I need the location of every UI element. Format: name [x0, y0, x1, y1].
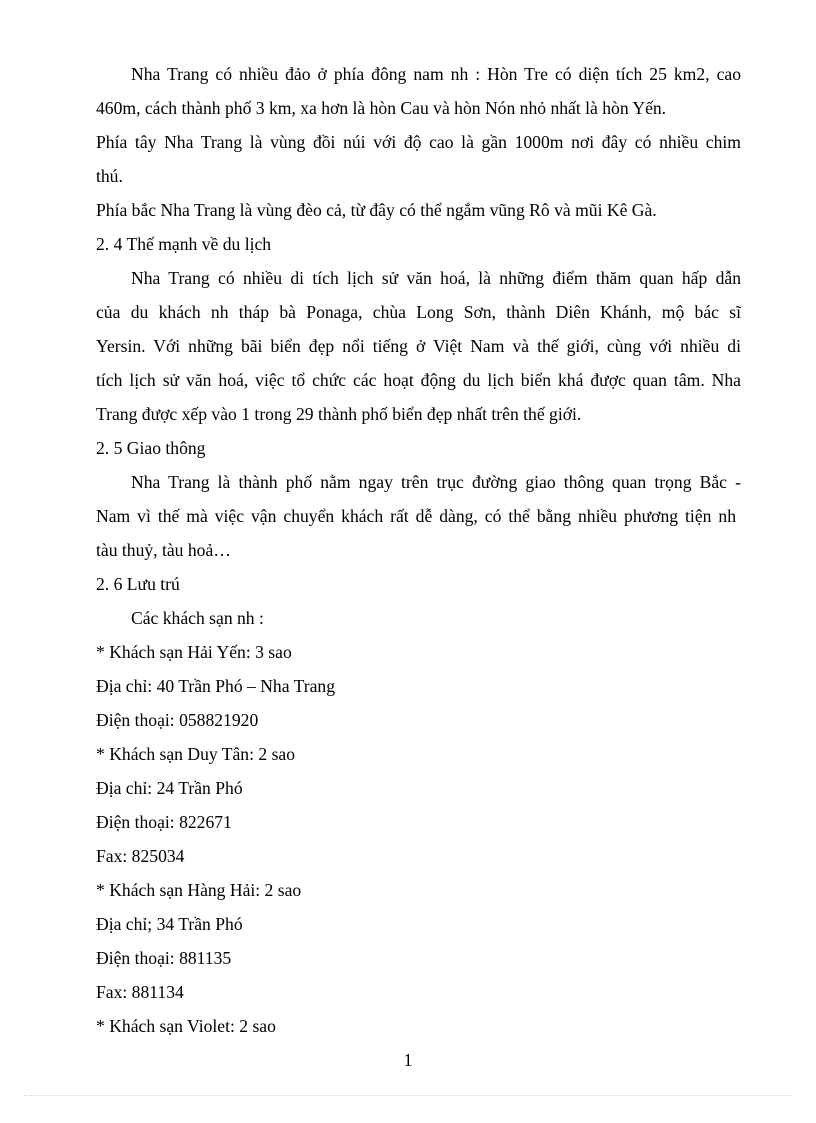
- footer-divider: [24, 1095, 792, 1096]
- list-item: * Khách sạn Violet: 2 sao: [96, 1016, 276, 1036]
- paragraph-line: Yersin. Với những bãi biển đẹp nổi tiếng ở Việt Nam và thế giới, cùng với nhiều di: [96, 336, 741, 356]
- paragraph-line: Trang được xếp vào 1 trong 29 thành phố biển đẹp nhất trên thế giới.: [96, 404, 582, 424]
- list-item: Điện thoại: 881135: [96, 948, 232, 968]
- paragraph-line: Phía tây Nha Trang là vùng đồi núi với độ cao là gần 1000m nơi đây có nhiều chim: [96, 132, 741, 152]
- paragraph-line: Nam vì thế mà việc vận chuyển khách rất dễ dàng, có thể bằng nhiều phương tiện nh: [96, 506, 736, 526]
- paragraph-line: tích lịch sử văn hoá, việc tổ chức các hoạt động du lịch biển khá được quan tâm. Nha: [96, 370, 741, 390]
- list-item: Fax: 825034: [96, 846, 185, 866]
- list-item: Fax: 881134: [96, 982, 184, 1002]
- list-item: Địa chỉ: 40 Trần Phó – Nha Trang: [96, 676, 336, 696]
- list-item: * Khách sạn Duy Tân: 2 sao: [96, 744, 296, 764]
- page-number: 1: [403, 1050, 413, 1070]
- paragraph-line: tàu thuỷ, tàu hoả…: [96, 540, 231, 560]
- paragraph-line: thú.: [96, 166, 123, 186]
- paragraph-line: 460m, cách thành phố 3 km, xa hơn là hòn Cau và hòn Nón nhỏ nhất là hòn Yến.: [96, 98, 667, 118]
- section-heading: 2. 5 Giao thông: [96, 438, 206, 458]
- list-item: * Khách sạn Hàng Hải: 2 sao: [96, 880, 302, 900]
- section-heading: 2. 4 Thế mạnh về du lịch: [96, 234, 272, 254]
- list-item: Địa chỉ: 24 Trần Phó: [96, 778, 243, 798]
- paragraph-line: Phía bắc Nha Trang là vùng đèo cả, từ đây có thể ngắm vũng Rô và mũi Kê Gà.: [96, 200, 657, 220]
- list-item: Địa chỉ; 34 Trần Phó: [96, 914, 243, 934]
- list-item: Điện thoại: 822671: [96, 812, 232, 832]
- paragraph-line: Nha Trang có nhiều đảo ở phía đông nam nh : Hòn Tre có diện tích 25 km2, cao: [131, 64, 741, 84]
- list-item: Điện thoại: 058821920: [96, 710, 259, 730]
- paragraph-line: Nha Trang có nhiều di tích lịch sử văn hoá, là những điểm thăm quan hấp dẫn: [131, 268, 741, 288]
- paragraph-line: Nha Trang là thành phố nằm ngay trên trục đường giao thông quan trọng Bắc -: [131, 472, 741, 492]
- paragraph-line: Các khách sạn nh :: [131, 608, 264, 628]
- list-item: * Khách sạn Hải Yến: 3 sao: [96, 642, 292, 662]
- paragraph-line: của du khách nh tháp bà Ponaga, chùa Long Sơn, thành Diên Khánh, mộ bác sĩ: [96, 302, 741, 322]
- section-heading: 2. 6 Lưu trú: [96, 574, 180, 594]
